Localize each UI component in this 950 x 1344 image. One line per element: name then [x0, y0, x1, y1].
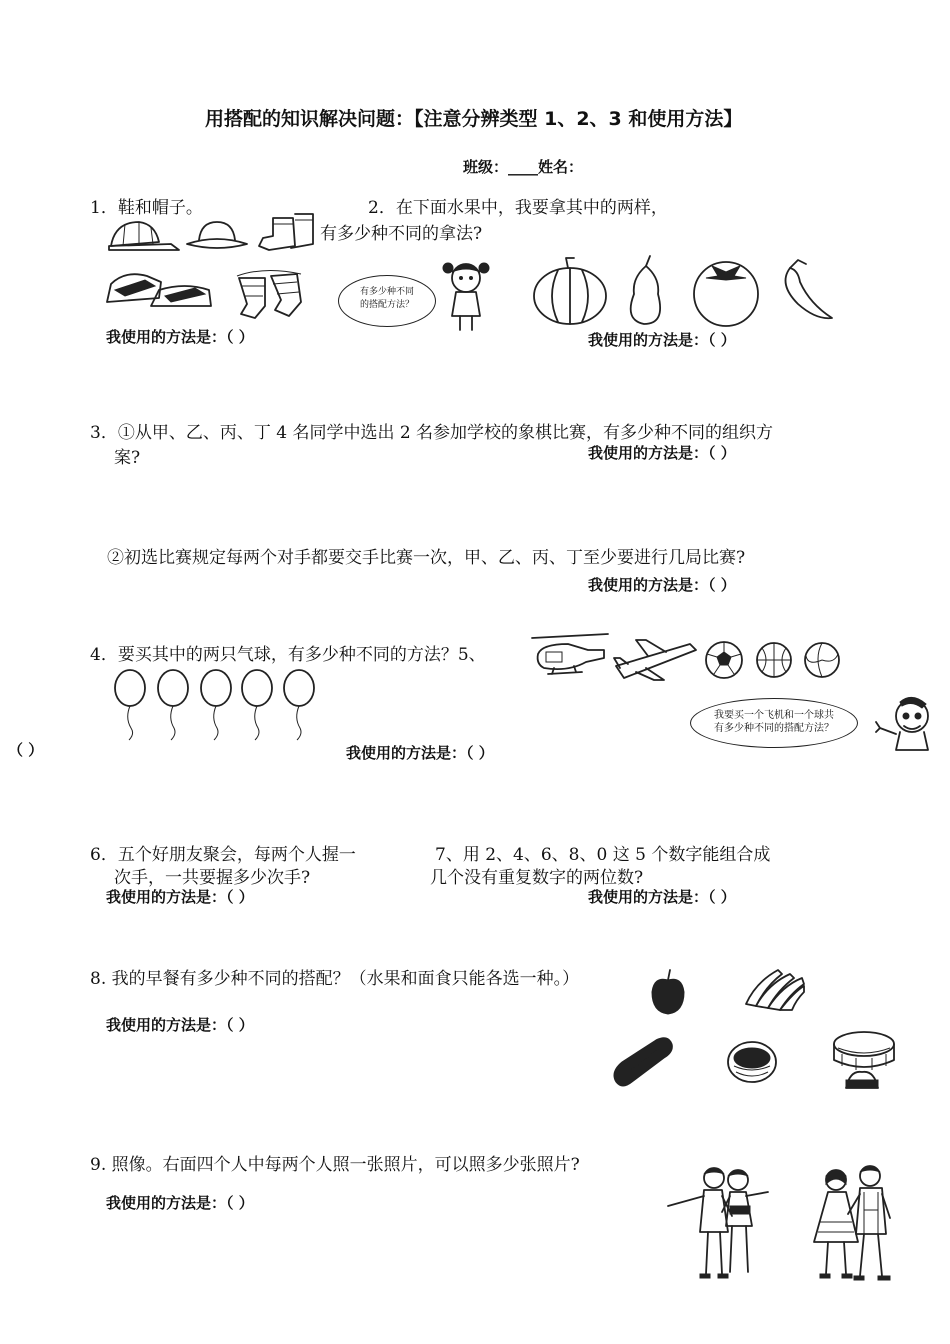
balloon-striped [158, 670, 188, 740]
breakfast-illustration [606, 962, 916, 1094]
shoes-icon [107, 274, 211, 306]
speech-bubble-1 [338, 275, 436, 327]
question-3-line-2: 案? [114, 448, 141, 468]
balloon-dense [284, 670, 314, 740]
four-people-illustration [664, 1162, 914, 1286]
bubble-1-line-1: 有多少种不同 [359, 287, 414, 297]
question-4: 4．要买其中的两只气球，有多少种不同的方法？5、 [90, 645, 486, 665]
girl-icon [438, 258, 498, 334]
bubble-5-line-2: 有多少种不同的搭配方法？ [714, 723, 834, 734]
cap-icon [109, 222, 179, 250]
apple-icon [652, 970, 684, 1014]
volleyball-icon [805, 643, 839, 677]
question-7-line-2: 几个没有重复数字的两位数? [430, 868, 644, 888]
student-info: 班级：____姓名： [463, 158, 584, 176]
question-9: 9. 照像。右面四个人中每两个人照一张照片，可以照多少张照片? [90, 1155, 580, 1175]
page-title: 用搭配的知识解决问题：【注意分辨类型 1、2、3 和使用方法】 [205, 108, 743, 130]
bananas-icon [746, 970, 804, 1010]
method-paren-5: （ ） [8, 741, 44, 759]
hat-icon [187, 222, 247, 248]
question-2-line-2: 有多少种不同的拿法? [320, 224, 483, 244]
person-1-icon [668, 1168, 732, 1278]
balloon-plain [115, 670, 145, 740]
method-line-7: 我使用的方法是：（ ） [588, 888, 736, 906]
noodle-bowl-icon [728, 1042, 776, 1082]
boots-icon [259, 214, 313, 250]
fruits-illustration [528, 254, 848, 330]
question-6-line-1: 6．五个好朋友聚会，每两个人握一 [90, 845, 356, 865]
question-1: 1．鞋和帽子。 [90, 198, 203, 218]
method-line-6: 我使用的方法是：（ ） [106, 888, 254, 906]
question-8: 8. 我的早餐有多少种不同的搭配？（水果和面食只能各选一种。） [90, 969, 580, 989]
method-line-8: 我使用的方法是：（ ） [106, 1016, 254, 1034]
airplane-icon [614, 640, 696, 680]
question-7-line-1: 7、用 2、4、6、8、0 这 5 个数字能组合成 [435, 845, 771, 865]
balloons-illustration [105, 668, 335, 740]
steamer-buns-icon [834, 1032, 894, 1088]
method-line-3b: 我使用的方法是：（ ） [588, 576, 736, 594]
method-line-4: 我使用的方法是：（ ） [346, 744, 494, 762]
speech-bubble-5 [690, 698, 858, 748]
question-3-part-2: ②初选比赛规定每两个对手都要交手比赛一次，甲、乙、丙、丁至少要进行几局比赛? [107, 548, 746, 568]
toys-illustration [528, 630, 848, 690]
soccer-ball-icon [706, 642, 742, 678]
person-3-icon [814, 1170, 858, 1278]
balloon-crosshatch [242, 670, 272, 740]
helicopter-icon [532, 634, 608, 674]
question-6-line-2: 次手，一共要握多少次手? [114, 868, 311, 888]
bubble-1-line-2: 的搭配方法？ [359, 300, 414, 310]
bread-icon [614, 1038, 672, 1086]
tomato-icon [694, 262, 758, 326]
method-line-9: 我使用的方法是：（ ） [106, 1194, 254, 1212]
method-line-3: 我使用的方法是：（ ） [588, 444, 736, 462]
cartoon-character-icon [872, 694, 938, 754]
person-2-icon [722, 1170, 768, 1272]
method-line-2: 我使用的方法是：（ ） [588, 331, 736, 349]
pumpkin-icon [534, 258, 606, 324]
method-line-1: 我使用的方法是：（ ） [106, 328, 254, 346]
question-2-line-1: 2．在下面水果中，我要拿其中的两样， [368, 198, 668, 218]
pepper-icon [786, 260, 833, 318]
hats-and-shoes-illustration [105, 210, 335, 330]
socks-icon [237, 270, 301, 318]
pear-icon [631, 256, 660, 324]
bubble-5-line-1: 我要买一个飞机和一个球共 [714, 710, 834, 721]
balloon-zigzag [201, 670, 231, 740]
basketball-icon [757, 643, 791, 677]
question-3-line-1: 3．①从甲、乙、丙、丁 4 名同学中选出 2 名参加学校的象棋比赛，有多少种不同的组织方 [90, 423, 774, 443]
